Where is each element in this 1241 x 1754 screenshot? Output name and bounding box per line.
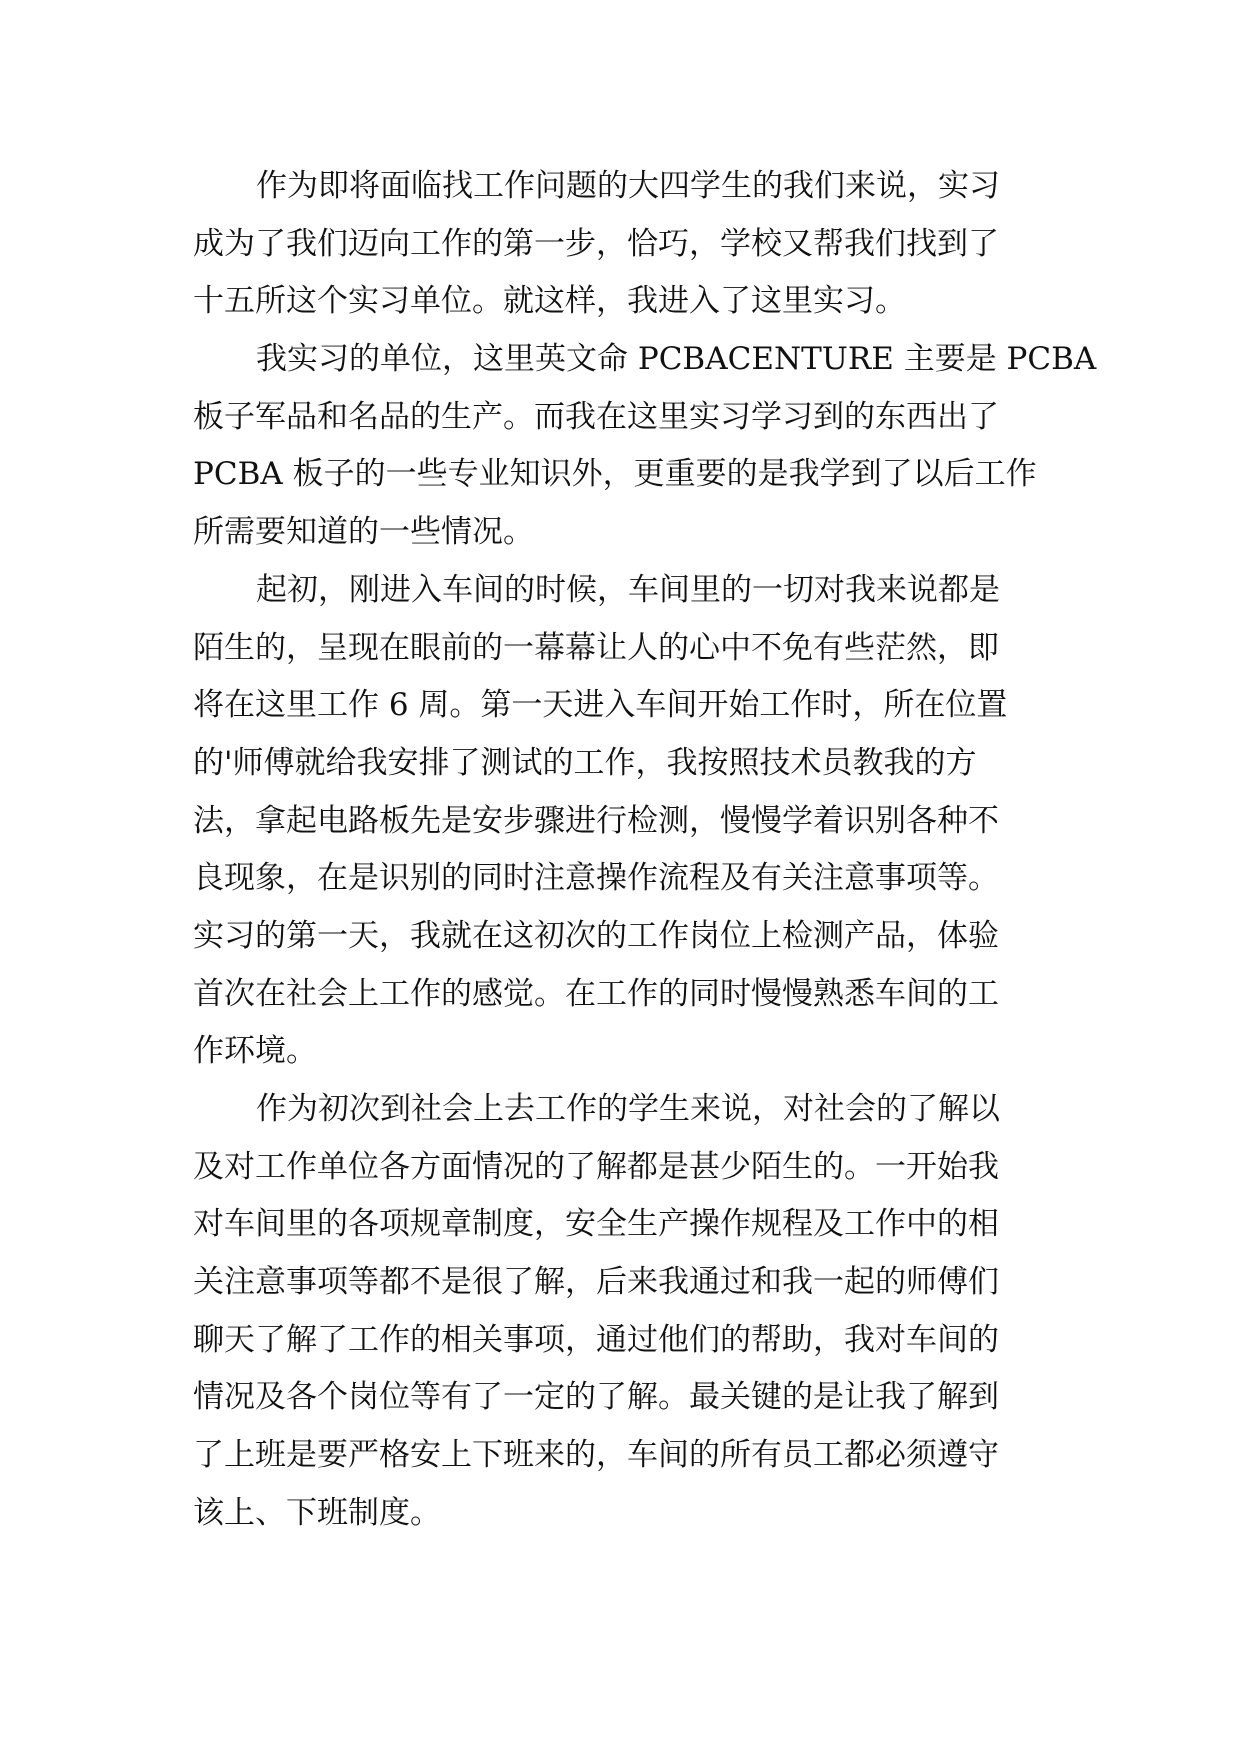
paragraph-line: 了上班是要严格安上下班来的，车间的所有员工都必须遵守 <box>193 1437 999 1474</box>
paragraph-line: 良现象，在是识别的同时注意操作流程及有关注意事项等。 <box>193 860 999 897</box>
paragraph-line: 十五所这个实习单位。就这样，我进入了这里实习。 <box>193 283 906 320</box>
document-body <box>193 158 1097 1543</box>
paragraph-4 <box>193 1081 1055 1543</box>
paragraph-line: 所需要知道的一些情况。 <box>193 514 534 551</box>
paragraph-line: 对车间里的各项规章制度，安全生产操作规程及工作中的相 <box>193 1206 999 1243</box>
paragraph-line: 首次在社会上工作的感觉。在工作的同时慢慢熟悉车间的工 <box>193 975 999 1012</box>
paragraph-line: 的'师傅就给我安排了测试的工作，我按照技术员教我的方 <box>193 744 977 781</box>
paragraph-line: 聊天了解了工作的相关事项，通过他们的帮助，我对车间的 <box>193 1321 999 1358</box>
paragraph-1 <box>193 158 1055 331</box>
paragraph-line: 关注意事项等都不是很了解，后来我通过和我一起的师傅们 <box>193 1264 999 1301</box>
paragraph-line: 及对工作单位各方面情况的了解都是甚少陌生的。一开始我 <box>193 1148 999 1185</box>
paragraph-line: 成为了我们迈向工作的第一步，恰巧，学校又帮我们找到了 <box>193 225 999 262</box>
paragraph-line: 陌生的，呈现在眼前的一幕幕让人的心中不免有些茫然，即 <box>193 629 999 666</box>
paragraph-line: 法，拿起电路板先是安步骤进行检测，慢慢学着识别各种不 <box>193 802 999 839</box>
paragraph-2 <box>193 331 1097 562</box>
paragraph-line: 作为初次到社会上去工作的学生来说，对社会的了解以 <box>256 1091 1000 1127</box>
paragraph-line: 起初，刚进入车间的时候，车间里的一切对我来说都是 <box>256 571 1000 608</box>
paragraph-line: 实习的第一天，我就在这初次的工作岗位上检测产品，体验 <box>193 917 999 954</box>
paragraph-line: 板子军品和名品的生产。而我在这里实习学习到的东西出了 <box>193 398 999 435</box>
paragraph-line: 我实习的单位，这里英文命 PCBACENTURE 主要是 PCBA <box>256 341 1097 378</box>
paragraph-line: 作为即将面临找工作问题的大四学生的我们来说，实习 <box>256 168 1000 204</box>
paragraph-3 <box>193 562 1055 1081</box>
paragraph-line: 将在这里工作 6 周。第一天进入车间开始工作时，所在位置 <box>193 687 1008 724</box>
paragraph-line: PCBA 板子的一些专业知识外，更重要的是我学到了以后工作 <box>193 456 1037 493</box>
paragraph-line: 情况及各个岗位等有了一定的了解。最关键的是让我了解到 <box>193 1379 999 1416</box>
paragraph-line: 作环境。 <box>193 1033 317 1070</box>
paragraph-line: 该上、下班制度。 <box>193 1494 441 1531</box>
